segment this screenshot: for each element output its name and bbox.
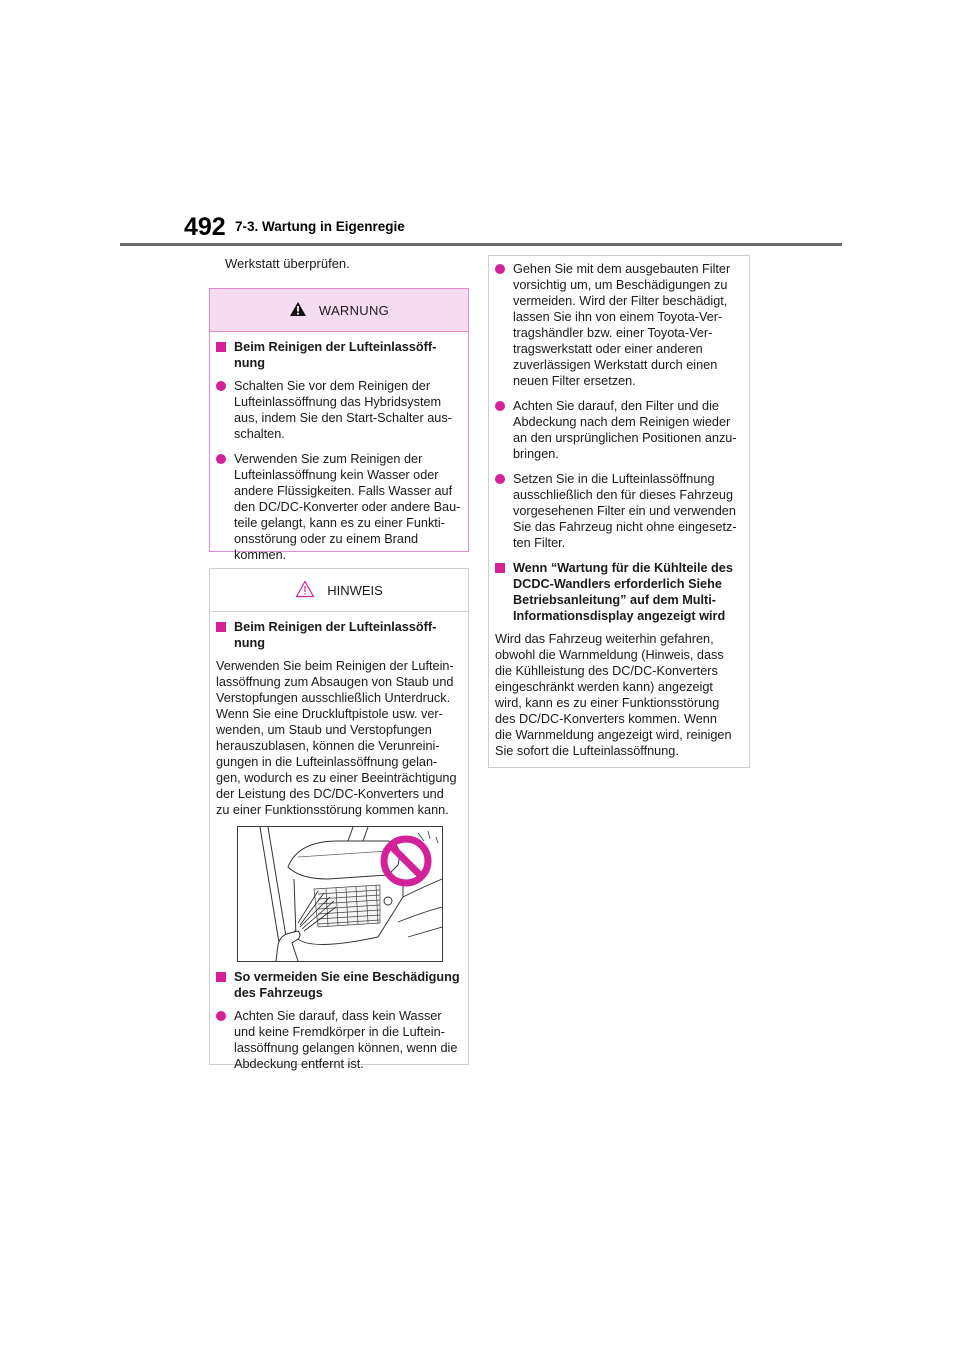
notice-paragraph: Verwenden Sie beim Reinigen der Luftein- lassöffnung zum Absaugen von Staub und Verstopfungen ausschließlich Unterdruck. Wenn Sie eine Druckluftpistole usw. ver- wenden, um Staub und Verstopfungen herauszublasen, können die Verunreini- gungen in die Lufteinlassöffnung gelan- gen, wodurch es zu einer Beeinträchtigung der Leistung des DC/DC-Konverters und zu einer Funktionsstörung kommen kann. <box>216 659 457 817</box>
round-bullet-icon <box>216 381 226 391</box>
notice-bullet: Gehen Sie mit dem ausgebauten Filter vorsichtig um, um Beschädigungen zu vermeiden. Wird der Filter beschädigt, lassen Sie ihn von einem Toyota-Ver- tragshändler bzw. einer Toyota-Ver- tragswerkstatt oder einer anderen zuverlässigen Werkstatt durch einen neuen Filter ersetzen. <box>495 261 739 389</box>
warning-title: WARNUNG <box>318 302 390 318</box>
header-rule <box>120 243 842 246</box>
warning-triangle-icon <box>289 301 307 320</box>
section-title: 7-3. Wartung in Eigenregie <box>235 219 405 234</box>
square-bullet-icon <box>495 563 505 573</box>
notice-heading: Wenn “Wartung für die Kühlteile des DCDC-Wandlers erforderlich Siehe Betriebsanleitung” auf dem Multi- Informationsdisplay angezeigt wird <box>495 560 739 624</box>
round-bullet-icon <box>495 401 505 411</box>
round-bullet-icon <box>495 264 505 274</box>
notice-continuation-box <box>488 255 750 768</box>
vent-grille <box>314 885 380 927</box>
notice-paragraph: Wird das Fahrzeug weiterhin gefahren, obwohl die Warnmeldung (Hinweis, dass die Kühlleistung des DC/DC-Konverters eingeschränkt werden kann) angezeigt wird, kann es zu einer Funktionsstörung des DC/DC-Konverters kommen. Wenn die Warnmeldung angezeigt wird, reinigen Sie sofort die Lufteinlassöffnung. <box>495 632 732 758</box>
page-number: 492 <box>184 213 226 241</box>
notice-heading: So vermeiden Sie eine Beschädigung des Fahrzeugs <box>216 969 458 1001</box>
square-bullet-icon <box>216 622 226 632</box>
warning-bullet: Verwenden Sie zum Reinigen der Lufteinlassöffnung kein Wasser oder andere Flüssigkeiten. Falls Wasser auf den DC/DC-Konverter oder andere Bau- teile gelangt, kann es zu einer Funkti- onsstörung oder zu einem Brand kommen. <box>216 451 458 563</box>
square-bullet-icon <box>216 342 226 352</box>
warning-header <box>210 289 468 332</box>
notice-title: HINWEIS <box>327 582 383 598</box>
warning-box <box>209 288 469 562</box>
warning-bullet: Schalten Sie vor dem Reinigen der Lufteinlassöffnung das Hybridsystem aus, indem Sie den Start-Schalter aus- schalten. <box>216 378 458 442</box>
notice-header <box>210 569 468 612</box>
round-bullet-icon <box>495 474 505 484</box>
round-bullet-icon <box>216 454 226 464</box>
notice-bullet: Achten Sie darauf, dass kein Wasser und keine Fremdkörper in die Luftein- lassöffnung gelangen können, wenn die Abdeckung entfernt ist. <box>216 1008 458 1072</box>
round-bullet-icon <box>216 1011 226 1021</box>
notice-triangle-icon <box>295 580 315 601</box>
notice-box <box>209 568 469 1071</box>
intro-text: Werkstatt überprüfen. <box>225 256 350 271</box>
notice-heading: Beim Reinigen der Lufteinlassöff- nung <box>216 619 458 651</box>
warning-heading: Beim Reinigen der Lufteinlassöff- nung <box>216 339 458 371</box>
notice-bullet: Achten Sie darauf, den Filter und die Abdeckung nach dem Reinigen wieder an den ursprünglichen Positionen anzu- bringen. <box>495 398 739 462</box>
square-bullet-icon <box>216 972 226 982</box>
air-intake-illustration <box>237 826 443 962</box>
notice-bullet: Setzen Sie in die Lufteinlassöffnung ausschließlich den für dieses Fahrzeug vorgesehenen Filter ein und verwenden Sie das Fahrzeug nicht ohne eingesetz- ten Filter. <box>495 471 739 551</box>
